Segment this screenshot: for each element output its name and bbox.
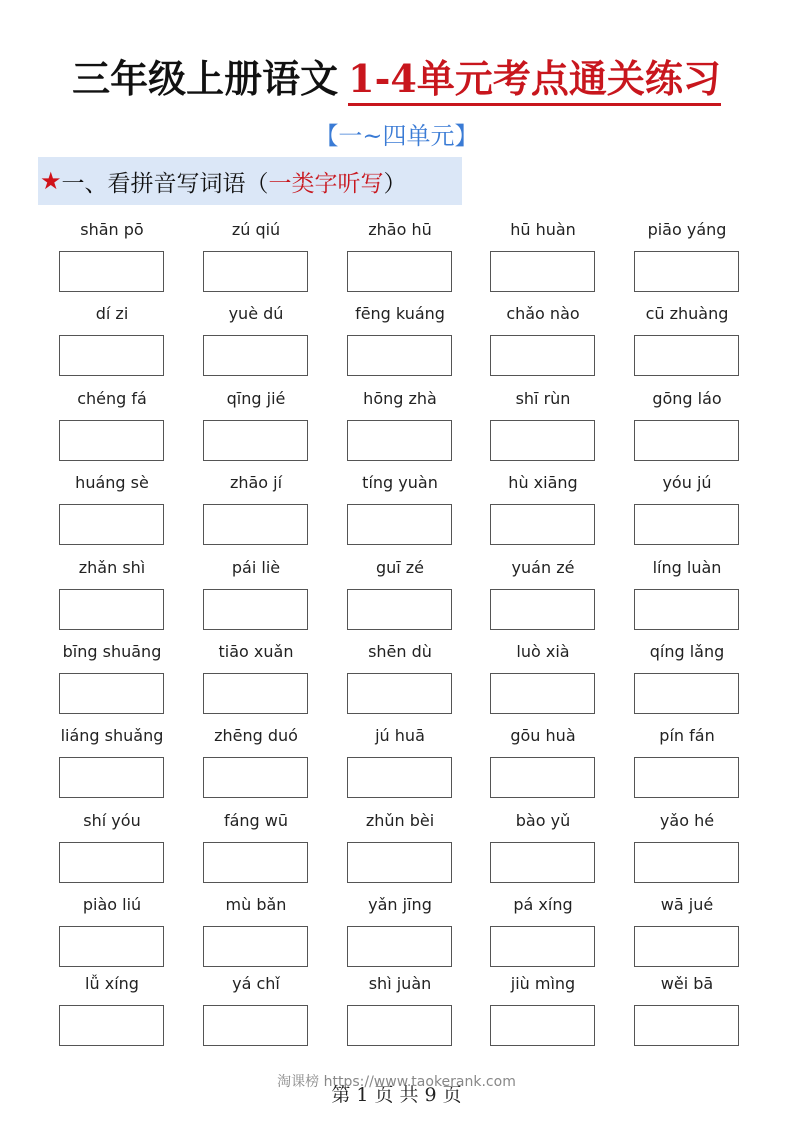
pinyin-label: fēng kuáng: [355, 304, 445, 324]
answer-box[interactable]: [59, 335, 164, 376]
answer-box[interactable]: [490, 1005, 595, 1046]
pinyin-label: luò xià: [516, 642, 570, 661]
answer-box[interactable]: [203, 926, 308, 967]
pinyin-label: cū zhuàng: [645, 304, 729, 324]
pinyin-label: dí zi: [95, 304, 129, 324]
pinyin-label: pái liè: [231, 557, 281, 577]
pinyin-label: yǎn jīng: [368, 895, 432, 915]
answer-box[interactable]: [347, 926, 452, 967]
pinyin-label: fáng wū: [223, 810, 289, 830]
answer-box[interactable]: [634, 673, 739, 714]
answer-box[interactable]: [490, 589, 595, 630]
answer-box[interactable]: [203, 335, 308, 376]
answer-box[interactable]: [347, 757, 452, 798]
pinyin-label: liáng shuǎng: [60, 726, 164, 746]
pinyin-label: líng luàn: [652, 557, 722, 577]
answer-box[interactable]: [59, 251, 164, 292]
pinyin-label: bīng shuāng: [62, 642, 162, 661]
answer-box[interactable]: [634, 589, 739, 630]
answer-box[interactable]: [634, 757, 739, 798]
pinyin-label: yuè dú: [228, 304, 284, 324]
answer-box[interactable]: [347, 673, 452, 714]
pinyin-label: hū huàn: [510, 220, 576, 239]
answer-box[interactable]: [203, 420, 308, 461]
pinyin-label: lǚ xíng: [85, 974, 139, 993]
pinyin-label: shì juàn: [368, 974, 432, 993]
pinyin-label: yóu jú: [662, 473, 712, 493]
section-subtitle: 一类字听写: [268, 170, 384, 197]
answer-box[interactable]: [347, 589, 452, 630]
pinyin-label: yuán zé: [511, 557, 575, 577]
pinyin-label: jiù mìng: [510, 974, 576, 993]
pinyin-label: zú qiú: [231, 220, 281, 239]
answer-box[interactable]: [59, 673, 164, 714]
answer-box[interactable]: [347, 251, 452, 292]
answer-box[interactable]: [347, 335, 452, 376]
answer-box[interactable]: [634, 251, 739, 292]
answer-box[interactable]: [347, 504, 452, 545]
answer-box[interactable]: [634, 420, 739, 461]
answer-box[interactable]: [59, 1005, 164, 1046]
pinyin-label: gōng láo: [652, 388, 722, 408]
pinyin-label: piào liú: [82, 895, 142, 915]
pinyin-label: yá chǐ: [232, 974, 280, 993]
pinyin-label: gōu huà: [510, 726, 576, 746]
answer-box[interactable]: [490, 926, 595, 967]
answer-box[interactable]: [59, 589, 164, 630]
answer-box[interactable]: [490, 757, 595, 798]
answer-box[interactable]: [634, 335, 739, 376]
answer-box[interactable]: [490, 251, 595, 292]
pinyin-label: jú huā: [375, 726, 425, 746]
answer-box[interactable]: [490, 420, 595, 461]
pinyin-label: chǎo nào: [506, 304, 580, 324]
pinyin-label: huáng sè: [75, 473, 149, 493]
section-heading: [38, 157, 462, 205]
title-main: 三年级上册语文: [72, 56, 339, 101]
section-title: 一、看拼音写词语（: [61, 170, 269, 197]
answer-box[interactable]: [203, 842, 308, 883]
pinyin-label: qīng jié: [226, 388, 286, 408]
answer-box[interactable]: [490, 673, 595, 714]
pinyin-label: yǎo hé: [659, 810, 715, 830]
answer-box[interactable]: [347, 1005, 452, 1046]
answer-box[interactable]: [203, 757, 308, 798]
answer-box[interactable]: [347, 420, 452, 461]
pinyin-label: wěi bā: [660, 974, 714, 993]
pinyin-label: shī rùn: [515, 388, 571, 408]
page-title: [0, 48, 793, 103]
answer-box[interactable]: [59, 842, 164, 883]
pinyin-label: shēn dù: [368, 642, 432, 661]
answer-box[interactable]: [347, 842, 452, 883]
unit-label: 【一~四单元】: [314, 122, 479, 150]
pinyin-label: mù bǎn: [225, 895, 287, 915]
watermark: 淘课榜 https://www.taokerank.com: [277, 1074, 516, 1090]
answer-box[interactable]: [634, 926, 739, 967]
pinyin-label: guī zé: [375, 557, 425, 577]
pinyin-label: zhāo hū: [368, 220, 432, 239]
pinyin-label: tíng yuàn: [362, 473, 438, 493]
pinyin-label: zhǎn shì: [78, 557, 146, 577]
pinyin-label: piāo yáng: [647, 220, 727, 239]
answer-box[interactable]: [59, 757, 164, 798]
title-highlight: 1-4单元考点通关练习: [348, 56, 721, 106]
section-paren: ）: [383, 170, 407, 197]
answer-box[interactable]: [59, 926, 164, 967]
answer-box[interactable]: [203, 589, 308, 630]
pinyin-label: pá xíng: [513, 895, 573, 915]
answer-box[interactable]: [634, 842, 739, 883]
pinyin-label: shān pō: [80, 220, 144, 239]
answer-box[interactable]: [634, 1005, 739, 1046]
answer-box[interactable]: [203, 1005, 308, 1046]
pinyin-label: wā jué: [660, 895, 714, 915]
pinyin-label: qíng lǎng: [649, 642, 725, 661]
pinyin-label: zhēng duó: [214, 726, 298, 746]
answer-box[interactable]: [203, 504, 308, 545]
page-number: 第 1 页 共 9 页: [331, 1084, 462, 1106]
answer-box[interactable]: [59, 420, 164, 461]
pinyin-label: shí yóu: [83, 810, 141, 830]
answer-box[interactable]: [634, 504, 739, 545]
pinyin-label: tiāo xuǎn: [218, 642, 294, 661]
answer-box[interactable]: [490, 842, 595, 883]
pinyin-label: hōng zhà: [363, 388, 437, 408]
answer-box[interactable]: [203, 251, 308, 292]
pinyin-label: hù xiāng: [508, 473, 578, 493]
pinyin-label: zhāo jí: [229, 473, 283, 493]
pinyin-label: zhǔn bèi: [365, 810, 435, 830]
star-icon: ★: [40, 167, 62, 195]
answer-box[interactable]: [59, 504, 164, 545]
pinyin-label: bào yǔ: [515, 810, 571, 830]
pinyin-label: pín fán: [659, 726, 715, 746]
answer-box[interactable]: [203, 673, 308, 714]
answer-box[interactable]: [490, 335, 595, 376]
answer-box[interactable]: [490, 504, 595, 545]
pinyin-label: chéng fá: [77, 388, 147, 408]
